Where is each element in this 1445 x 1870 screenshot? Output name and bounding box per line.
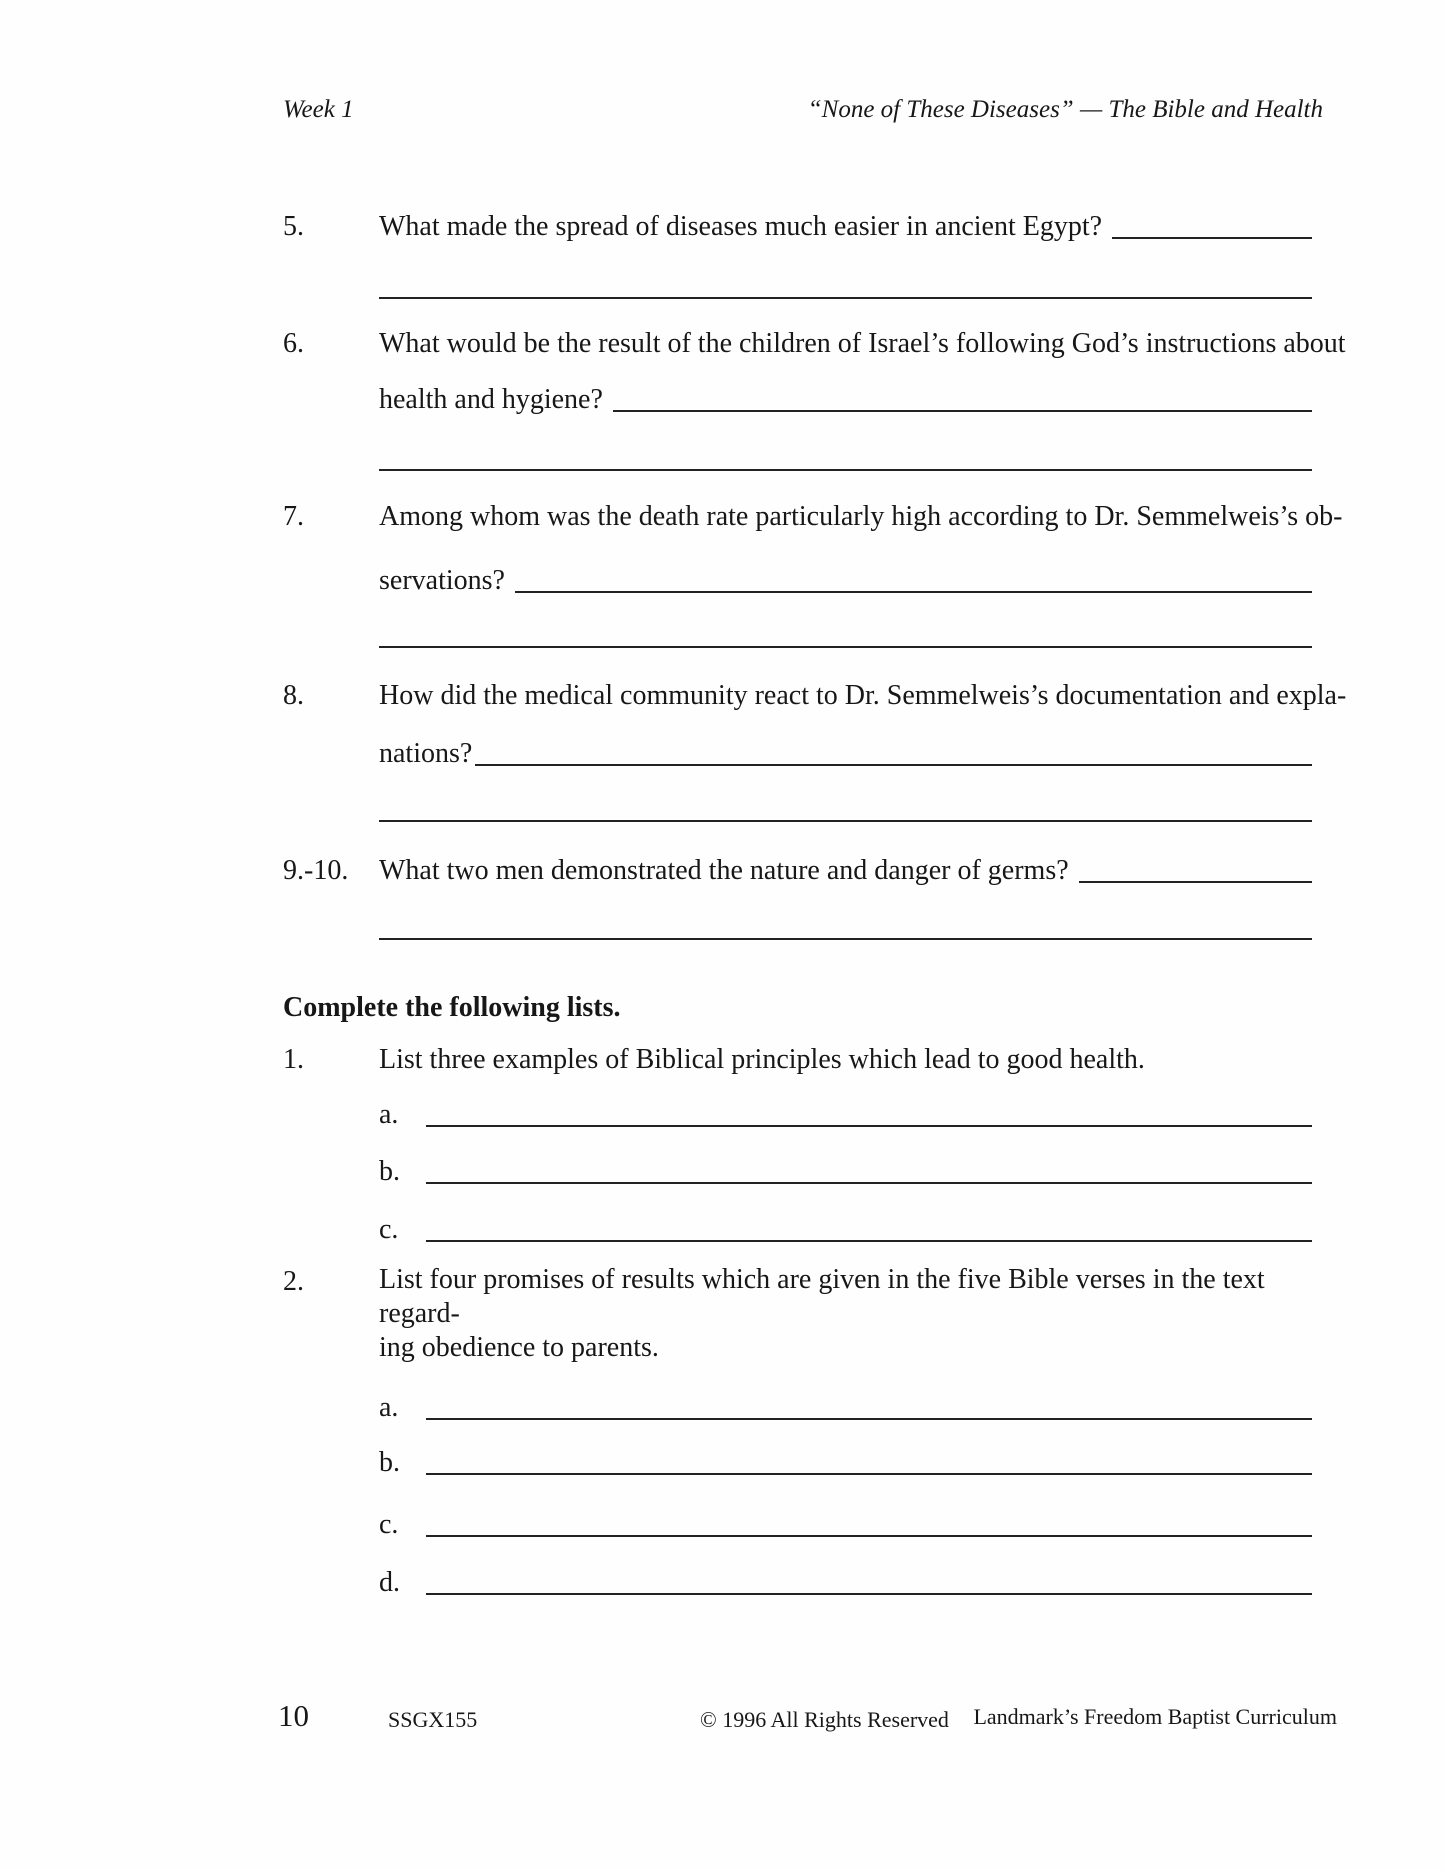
answer-blank-line — [379, 297, 1312, 299]
page-number: 10 — [278, 1698, 309, 1733]
lettered-blank-row — [379, 1389, 1312, 1427]
copyright-notice: © 1996 All Rights Reserved — [700, 1707, 949, 1732]
header-title: “None of These Diseases” — The Bible and Health — [807, 96, 1323, 123]
lettered-blank-row — [379, 1096, 1312, 1134]
list-item-prompt — [379, 1263, 1312, 1365]
answer-blank-line — [475, 735, 1312, 766]
question-text: nations? — [379, 738, 473, 769]
letter-label: d. — [379, 1567, 400, 1598]
question-row — [283, 852, 1312, 940]
question-number: 6. — [283, 328, 304, 359]
question-number: 9.-10. — [283, 855, 349, 886]
answer-blank-line — [1112, 208, 1312, 239]
question-row — [283, 325, 1346, 471]
list-item-number: 2. — [283, 1266, 304, 1297]
lettered-blank-row — [379, 1153, 1312, 1191]
question-text: What made the spread of diseases much easier in ancient Egypt? — [379, 211, 1103, 242]
lettered-blank-row — [379, 1211, 1312, 1249]
question-line — [379, 677, 1347, 715]
answer-blank-line — [515, 562, 1312, 593]
letter-label: b. — [379, 1156, 400, 1187]
question-text: What two men demonstrated the nature and danger of germs? — [379, 855, 1069, 886]
answer-blank-line — [1079, 852, 1312, 883]
lettered-blank-row — [379, 1444, 1312, 1482]
answer-blank-line — [379, 938, 1312, 940]
answer-blank-line — [426, 1211, 1312, 1242]
lettered-blank-row — [379, 1564, 1312, 1602]
list-item-number: 1. — [283, 1044, 304, 1075]
prompt-text: List three examples of Biblical principles which lead to good health. — [379, 1044, 1145, 1075]
answer-blank-line — [379, 820, 1312, 822]
question-line — [379, 498, 1343, 536]
question-number: 8. — [283, 680, 304, 711]
answer-blank-line — [426, 1153, 1312, 1184]
question-line — [379, 381, 1312, 419]
page-header — [283, 96, 1323, 124]
answer-blank-line — [426, 1564, 1312, 1595]
question-body — [379, 852, 1312, 940]
list-item-body — [379, 1263, 1312, 1602]
question-number: 5. — [283, 211, 304, 242]
answer-blank-line — [426, 1389, 1312, 1420]
question-line — [379, 208, 1312, 246]
answer-blank-line — [426, 1444, 1312, 1475]
page-footer — [0, 1698, 1445, 1742]
question-line — [379, 852, 1312, 890]
question-text: servations? — [379, 565, 505, 596]
prompt-text: List four promises of results which are given in the five Bible verses in the text regard- — [379, 1264, 1265, 1329]
question-text: What would be the result of the children of Israel’s following God’s instructions about — [379, 328, 1346, 359]
lettered-blank-row — [379, 1506, 1312, 1544]
questions-section — [283, 190, 1347, 1602]
list-item-prompt — [379, 1041, 1312, 1079]
answer-blank-line — [426, 1096, 1312, 1127]
question-text: Among whom was the death rate particularly high according to Dr. Semmelweis’s ob- — [379, 501, 1343, 532]
question-body — [379, 677, 1347, 822]
question-body — [379, 325, 1346, 471]
catalog-code: SSGX155 — [388, 1707, 478, 1732]
answer-blank-line — [426, 1506, 1312, 1537]
list-item-body — [379, 1041, 1312, 1249]
question-row — [283, 208, 1312, 299]
question-body — [379, 208, 1312, 299]
question-line — [379, 325, 1346, 363]
question-row — [283, 498, 1343, 648]
section-heading: Complete the following lists. — [283, 992, 621, 1023]
header-week-label: Week 1 — [283, 96, 354, 123]
question-line — [379, 735, 1312, 773]
question-row — [283, 677, 1347, 822]
question-body — [379, 498, 1343, 648]
question-number: 7. — [283, 501, 304, 532]
answer-blank-line — [379, 469, 1312, 471]
list-item-row — [283, 1041, 1312, 1249]
question-text: health and hygiene? — [379, 384, 603, 415]
letter-label: a. — [379, 1392, 399, 1423]
letter-label: b. — [379, 1447, 400, 1478]
letter-label: c. — [379, 1509, 399, 1540]
answer-blank-line — [379, 646, 1312, 648]
question-text: How did the medical community react to Dr. Semmelweis’s documentation and expla- — [379, 680, 1347, 711]
letter-label: a. — [379, 1099, 399, 1130]
answer-blank-line — [613, 381, 1312, 412]
publisher-name: Landmark’s Freedom Baptist Curriculum — [973, 1704, 1337, 1729]
prompt-text: ing obedience to parents. — [379, 1332, 659, 1363]
question-line — [379, 562, 1312, 600]
letter-label: c. — [379, 1214, 399, 1245]
list-item-row — [283, 1263, 1312, 1602]
